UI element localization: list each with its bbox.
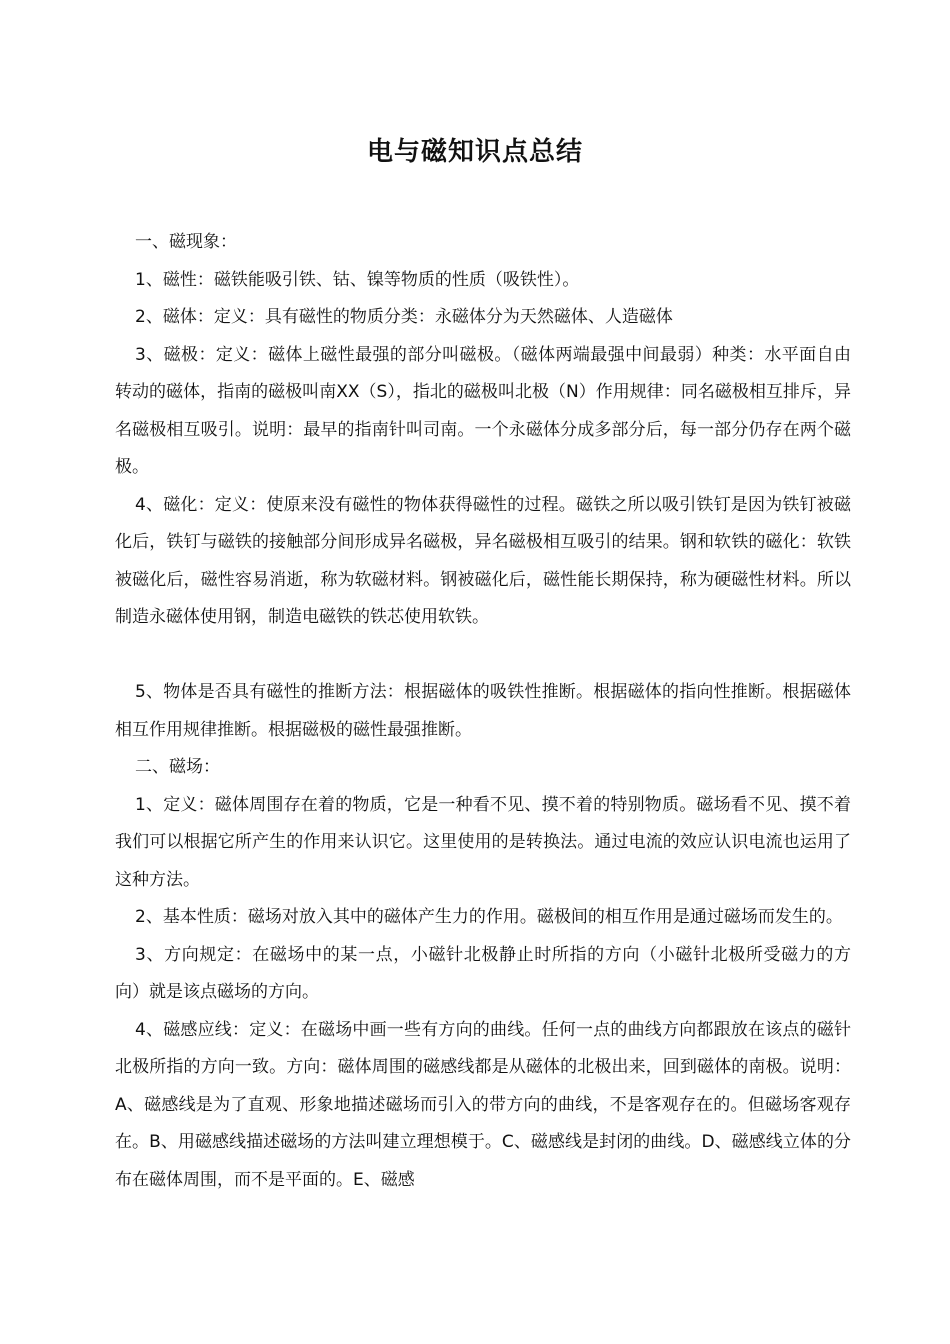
- paragraph: 2、基本性质：磁场对放入其中的磁体产生力的作用。磁极间的相互作用是通过磁场而发生的。: [135, 907, 843, 927]
- paragraph: 3、方向规定：在磁场中的某一点，小磁针北极静止时所指的方向（小磁针北极所受磁力的方向）就是该点磁场的方向。: [115, 944, 851, 1002]
- paragraph: 5、物体是否具有磁性的推断方法：根据磁体的吸铁性推断。根据磁体的指向性推断。根据磁体相互作用规律推断。根据磁极的磁性最强推断。: [115, 682, 851, 740]
- document-title: 电与磁知识点总结: [366, 137, 583, 167]
- document-body: [115, 224, 851, 1199]
- paragraph: 4、磁化：定义：使原来没有磁性的物体获得磁性的过程。磁铁之所以吸引铁钉是因为铁钉被磁化后，铁钉与磁铁的接触部分间形成异名磁极，异名磁极相互吸引的结果。钢和软铁的磁化：软铁被磁化后，磁性容易消逝，称为软磁材料。钢被磁化后，磁性能长期保持，称为硬磁性材料。所以制造永磁体使用钢，制造电磁铁的铁芯使用软铁。: [115, 494, 851, 627]
- paragraph: 3、磁极：定义：磁体上磁性最强的部分叫磁极。（磁体两端最强中间最弱）种类：水平面自由转动的磁体，指南的磁极叫南XX（S），指北的磁极叫北极（N）作用规律：同名磁极相互排斥，异名磁极相互吸引。说明：最早的指南针叫司南。一个永磁体分成多部分后，每一部分仍存在两个磁极。: [115, 344, 851, 477]
- paragraph: 4、磁感应线：定义：在磁场中画一些有方向的曲线。任何一点的曲线方向都跟放在该点的磁针北极所指的方向一致。方向：磁体周围的磁感线都是从磁体的北极出来，回到磁体的南极。说明：A、磁感线是为了直观、形象地描述磁场而引入的带方向的曲线，不是客观存在的。但磁场客观存在。B、用磁感线描述磁场的方法叫建立理想模于。C、磁感线是封闭的曲线。D、磁感线立体的分布在磁体周围，而不是平面的。E、磁感: [115, 1019, 851, 1190]
- paragraph: 1、定义：磁体周围存在着的物质，它是一种看不见、摸不着的特别物质。磁场看不见、摸不着我们可以根据它所产生的作用来认识它。这里使用的是转换法。通过电流的效应认识电流也运用了这种方法。: [115, 794, 851, 890]
- paragraph: 1、磁性：磁铁能吸引铁、钴、镍等物质的性质（吸铁性）。: [135, 269, 580, 290]
- section-heading: 二、磁场：: [135, 757, 220, 777]
- paragraph: 2、磁体：定义：具有磁性的物质分类：永磁体分为天然磁体、人造磁体: [135, 307, 673, 327]
- section-heading: 一、磁现象：: [135, 232, 237, 252]
- blank-line: [115, 637, 851, 675]
